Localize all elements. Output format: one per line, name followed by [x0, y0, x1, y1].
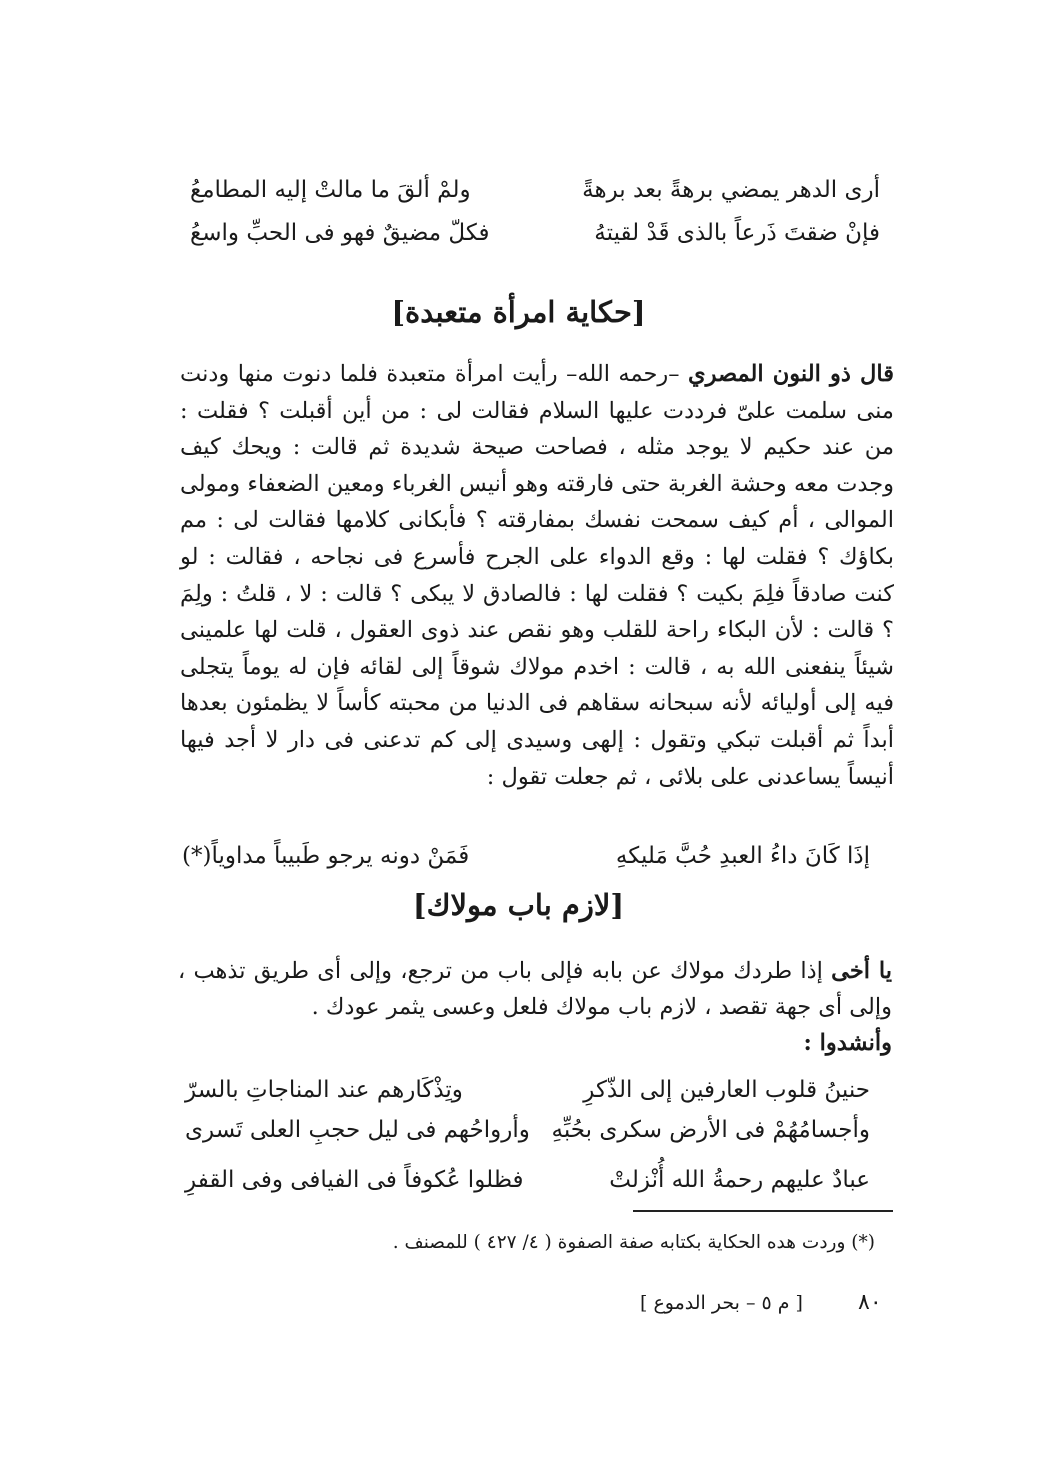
- paragraph-text: –رحمه الله– رأيت امرأة متعبدة فلما دنوت منها ودنت منى سلمت علىّ فرددت عليها السلام فقالت لى : من أين أقبلت ؟ فقلت : من عند حكيم لا يوجد مثله ، فصاحت صيحة شديدة ثم قالت : ويحك كيف وجدت معه وحشة الغربة حتى فارقته وهو أنيس الغرباء ومعين الضعفاء ومولى الموالى ، أم كيف سمحت نفسك بمفارقته ؟ فأبكانى كلامها فقالت لى : مم بكاؤك ؟ فقلت لها : وقع الدواء على الجرح فأسرع فى نجاحه ، فقالت : لو كنت صادقاً فلِمَ بكيت ؟ فقلت لها : فالصادق لا يبكى ؟ قالت : لا ، قلتُ : ولِمَ ؟ قالت : لأن البكاء راحة للقلب وهو نقص عند ذوى العقول ، قلت لها علمينى شيئاً ينفعنى الله به ، قالت : اخدم مولاك شوقاً إلى لقائه فإن له يوماً يتجلى فيه إلى أوليائه لأنه سبحانه سقاهم فى الدنيا من محبته كأساً لا يظمئون بعدها أبداً ثم أقبلت تبكي وتقول : إلهى وسيدى إلى كم تدعنى فى دار لا أجد فيها أنيساً يساعدنى على بلائى ، ثم جعلت تقول :: [180, 361, 894, 790]
- page-footer: [600, 1285, 900, 1321]
- running-title: [ م ٥ – بحر الدموع ]: [640, 1292, 803, 1314]
- verse-first-hemistich: وأجسامُهُمْ فى الأرض سكرى بحُبِّهِ: [551, 1117, 870, 1143]
- advice-paragraph: [178, 953, 892, 1061]
- paragraph-lead: قال ذو النون المصري: [687, 361, 894, 387]
- verse-second-hemistich: فَمَنْ دونه يرجو طَبيباً مداوياً(*): [182, 843, 470, 869]
- verse-second-hemistich: وأرواحُهم فى ليل حجبِ العلى تَسرى: [185, 1117, 530, 1143]
- verse-first-hemistich: إذَا كَانَ داءُ العبدِ حُبَّ مَليكهِ: [615, 843, 870, 869]
- verse-first-hemistich: حنينُ قلوب العارفين إلى الذّكرِ: [583, 1077, 870, 1103]
- paragraph-text: إذا طردك مولاك عن بابه فإلى باب من ترجع، وإلى أى طريق تذهب ، وإلى أى جهة تقصد ، لازم باب مولاك فلعل وعسى يثمر عودك .: [178, 958, 892, 1020]
- recite-label: وأنشدوا :: [803, 1030, 892, 1056]
- footnote-divider: [633, 1210, 893, 1212]
- verse-second-hemistich: ولمْ ألقَ ما مالتْ إليه المطامعُ: [190, 177, 471, 203]
- footnote: (*) وردت هده الحكاية بكتابه صفة الصفوة ( ٤/ ٤٢٧ ) للمصنف .: [392, 1232, 875, 1253]
- verse-line: [190, 213, 880, 253]
- verse-line: [182, 836, 870, 876]
- verse-second-hemistich: فظلوا عُكوفاً فى الفيافى وفى القفرِ: [185, 1167, 524, 1193]
- page-number: ٨٠: [858, 1290, 882, 1315]
- verse-first-hemistich: فإنْ ضقتَ ذَرعاً بالذى قَدْ لقيتهُ: [594, 220, 880, 246]
- verse-line: [185, 1160, 870, 1200]
- paragraph-lead: يا أخى: [831, 958, 892, 984]
- verse-line: [185, 1070, 870, 1110]
- section-heading: [حكاية امرأة متعبدة]: [391, 295, 646, 329]
- verse-second-hemistich: فكلّ مضيقٌ فهو فى الحبِّ واسعُ: [190, 220, 490, 246]
- verse-line: [190, 170, 880, 210]
- verse-line: [185, 1110, 870, 1150]
- verse-first-hemistich: أرى الدهر يمضي برهةً بعد برهةً: [582, 177, 880, 203]
- verse-first-hemistich: عبادٌ عليهم رحمةُ الله أُنْزلتْ: [609, 1167, 870, 1193]
- story-paragraph: [180, 356, 894, 795]
- section-heading: [لازم باب مولاك]: [412, 888, 625, 922]
- verse-second-hemistich: وتِذْكَارهم عند المناجاتِ بالسرّ: [185, 1077, 463, 1103]
